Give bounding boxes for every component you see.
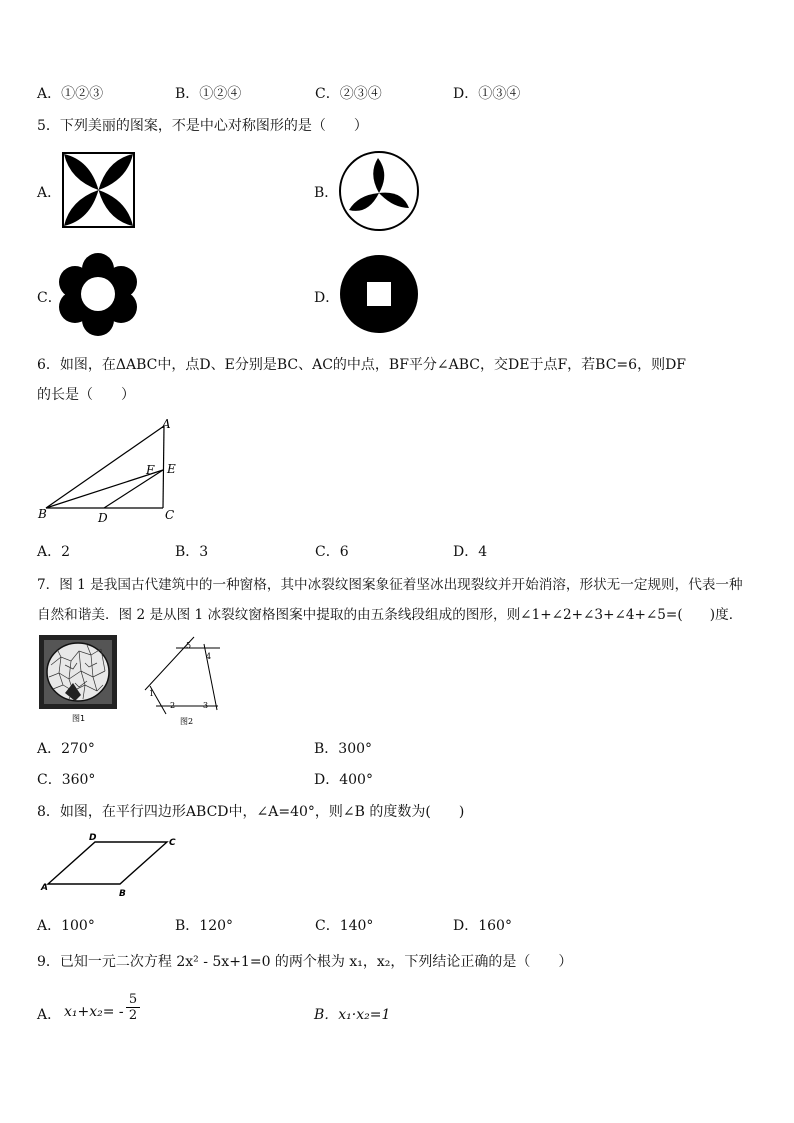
q4-option-c: C．②③④ xyxy=(315,86,382,102)
q5-figure-c xyxy=(58,252,138,336)
q7-figure-1-window xyxy=(39,635,117,725)
q5-stem: 5．下列美丽的图案，不是中心对称图形的是（ ） xyxy=(37,118,368,134)
q7-option-a: A．270° xyxy=(37,741,95,757)
q6-triangle-figure xyxy=(36,418,186,526)
q7-stem-line2: 自然和谐美．图 2 是从图 1 冰裂纹窗格图案中提取的由五条线段组成的图形，则∠1+∠2+∠3+∠4+∠5=( )度． xyxy=(37,607,743,623)
q7-angle-2: 2 xyxy=(170,701,176,710)
q7-angle-1: 1 xyxy=(149,689,155,698)
q4-option-d: D．①③④ xyxy=(453,86,521,102)
q4-option-a: A．①②③ xyxy=(37,86,104,102)
q6-label-b: B xyxy=(38,507,47,521)
q5-figure-b xyxy=(338,150,420,232)
q7-angle-4: 4 xyxy=(206,652,212,661)
q6-option-d: D．4 xyxy=(453,544,488,560)
q8-stem: 8．如图，在平行四边形ABCD中，∠A=40°，则∠B 的度数为( ) xyxy=(37,804,465,820)
q5-option-b-label: B． xyxy=(314,185,339,201)
q8-label-b: B xyxy=(119,889,126,899)
q8-option-b: B．120° xyxy=(175,918,234,934)
q7-figure-2-segments xyxy=(142,634,224,728)
q6-label-a: A xyxy=(162,417,171,431)
q8-option-c: C．140° xyxy=(315,918,374,934)
q5-option-d-label: D． xyxy=(314,290,340,306)
q5-figure-d xyxy=(339,254,419,334)
q6-option-b: B．3 xyxy=(175,544,209,560)
q5-option-c-label: C． xyxy=(37,290,62,306)
q8-label-c: C xyxy=(169,838,176,848)
q6-label-e: E xyxy=(167,462,176,476)
q6-option-c: C．6 xyxy=(315,544,349,560)
q7-figure-1-caption: 图1 xyxy=(72,714,86,723)
q8-option-d: D．160° xyxy=(453,918,512,934)
q9-option-b: B．x₁·x₂=1 xyxy=(314,1007,391,1023)
q6-label-f: F xyxy=(146,463,155,477)
q6-label-d: D xyxy=(98,511,108,525)
q9-option-a-expression: x₁+x₂= - xyxy=(64,1004,124,1020)
q8-option-a: A．100° xyxy=(37,918,95,934)
q9-option-a-fraction xyxy=(126,992,140,1024)
q9-option-a-denominator: 2 xyxy=(126,1007,140,1024)
q7-option-d: D．400° xyxy=(314,772,373,788)
q6-option-a: A．2 xyxy=(37,544,71,560)
q6-label-c: C xyxy=(165,508,175,522)
q9-option-a-numerator: 5 xyxy=(128,992,138,1007)
q7-option-c: C．360° xyxy=(37,772,96,788)
q7-angle-5: 5 xyxy=(186,641,192,650)
q8-parallelogram-figure xyxy=(38,830,186,898)
q6-stem-line1: 6．如图，在ΔABC中，点D、E分别是BC、AC的中点，BF平分∠ABC，交DE于点F，若BC=6，则DF xyxy=(37,357,687,373)
q8-label-d: D xyxy=(89,833,97,843)
q7-figure-2-caption: 图2 xyxy=(180,717,194,726)
q7-stem-line1: 7．图 1 是我国古代建筑中的一种窗格，其中冰裂纹图案象征着坚冰出现裂纹并开始消溶，形状无一定规则，代表一种 xyxy=(37,577,743,593)
q9-option-a-label: A． xyxy=(37,1007,62,1023)
q9-stem: 9．已知一元二次方程 2x² - 5x+1=0 的两个根为 x₁，x₂，下列结论正确的是（ ） xyxy=(37,954,573,970)
q6-stem-line2: 的长是（ ） xyxy=(37,387,135,403)
q4-option-b: B．①②④ xyxy=(175,86,242,102)
q5-figure-a xyxy=(62,152,135,228)
q7-angle-3: 3 xyxy=(203,701,209,710)
q7-option-b: B．300° xyxy=(314,741,373,757)
q8-label-a: A xyxy=(41,883,48,893)
q5-option-a-label: A． xyxy=(37,185,62,201)
